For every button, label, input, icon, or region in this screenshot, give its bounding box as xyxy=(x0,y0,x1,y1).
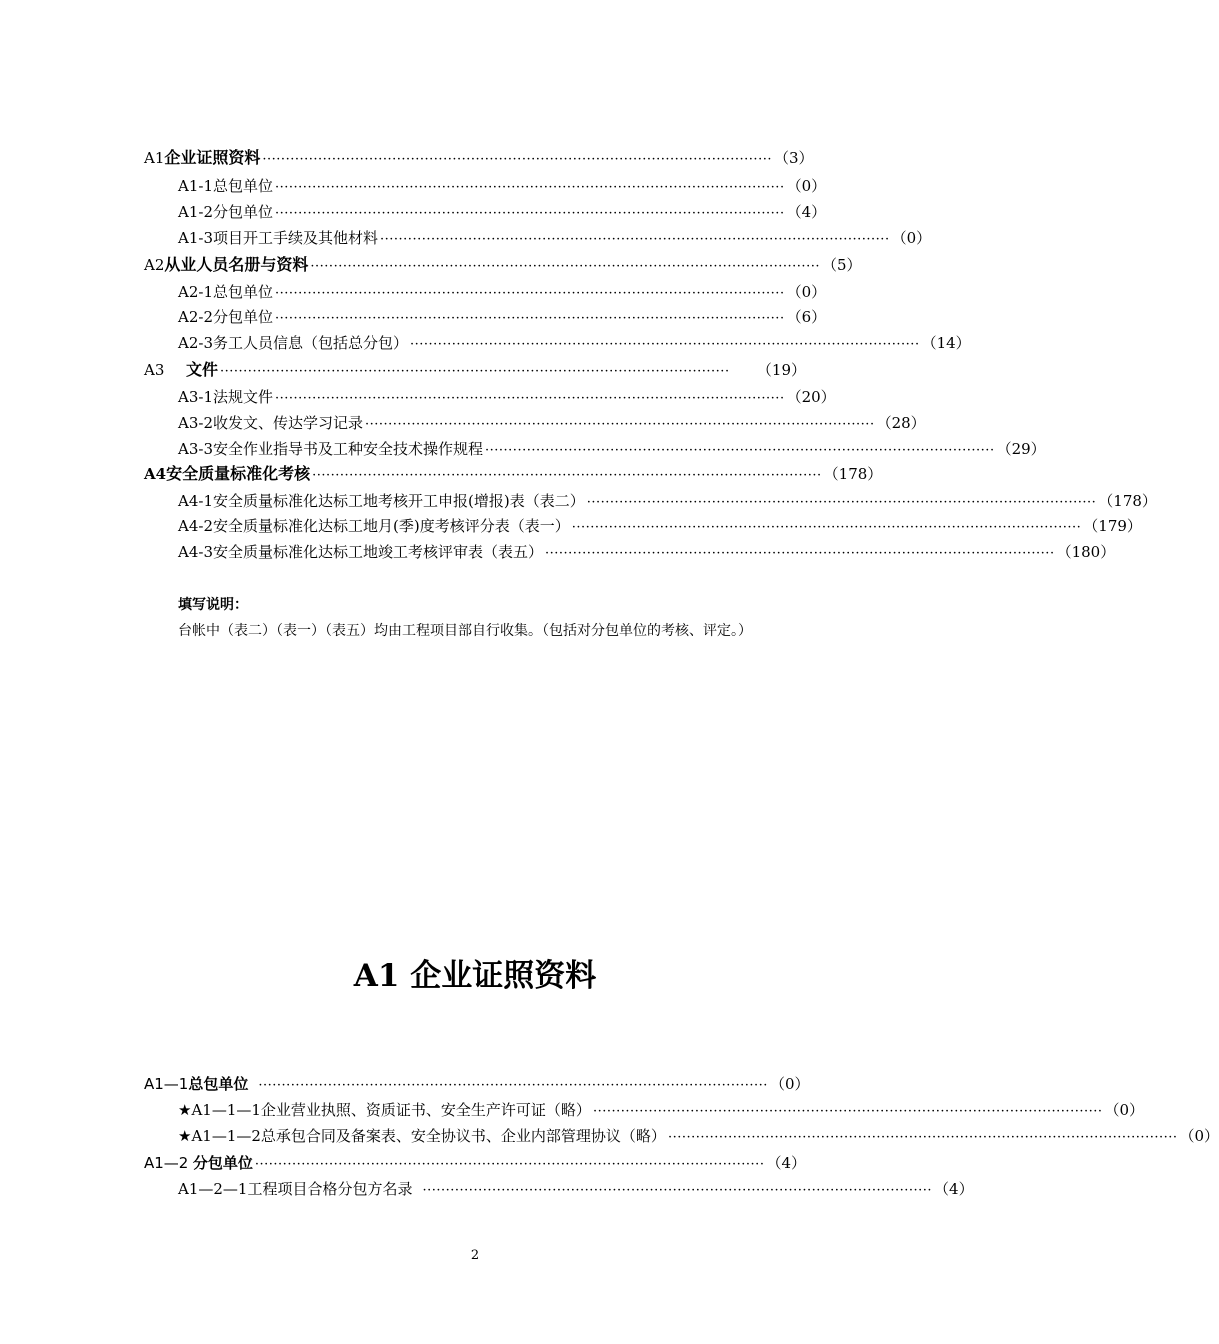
toc-code: A4-1 xyxy=(178,492,213,510)
toc-entry-a1-2[interactable] xyxy=(178,202,827,224)
section-entry-a1-1[interactable] xyxy=(144,1074,810,1096)
section-item-title: 总包单位 xyxy=(188,1075,249,1093)
toc-page: （14） xyxy=(921,334,971,352)
toc-title: 安全质量标准化考核 xyxy=(166,464,311,483)
toc-entry-a3-1[interactable] xyxy=(178,387,836,409)
toc-title: 法规文件 xyxy=(213,388,274,406)
dot-leader: ·············································································································· xyxy=(365,417,875,432)
dot-leader: ·············································································································· xyxy=(485,443,995,458)
toc-code: A3-1 xyxy=(178,388,213,406)
toc-page: （4） xyxy=(786,203,827,221)
toc-page: （178） xyxy=(1098,492,1157,510)
section-item-title: 分包单位 xyxy=(192,1154,253,1172)
toc-entry-a4[interactable] xyxy=(144,464,883,486)
toc-entry-a3-3[interactable] xyxy=(178,439,1046,461)
dot-leader: ·············································································································· xyxy=(275,311,785,326)
dot-leader: ·············································································································· xyxy=(254,1157,765,1172)
toc-entry-a4-3[interactable] xyxy=(178,542,1116,564)
toc-title: 务工人员信息（包括总分包） xyxy=(213,334,409,352)
toc-code: A1-2 xyxy=(178,203,213,221)
dot-leader: ·············································································································· xyxy=(667,1130,1178,1145)
section-item-title: 总承包合同及备案表、安全协议书、企业内部管理协议（略） xyxy=(260,1127,666,1145)
dot-leader: ·············································································································· xyxy=(275,286,785,301)
section-code: ★A1—1—1 xyxy=(178,1101,261,1119)
dot-leader: ·············································································································· xyxy=(422,1183,933,1198)
dot-leader: ·············································································································· xyxy=(586,495,1097,510)
toc-page: （0） xyxy=(786,283,827,301)
toc-code: A2-1 xyxy=(178,283,213,301)
toc-title: 总包单位 xyxy=(213,283,274,301)
toc-page: （29） xyxy=(996,440,1046,458)
toc-page: （0） xyxy=(786,177,827,195)
dot-leader: ·············································································································· xyxy=(258,1078,768,1093)
toc-code: A2-3 xyxy=(178,334,213,352)
dot-leader: ·············································································································· xyxy=(571,520,1082,535)
toc-title: 收发文、传达学习记录 xyxy=(213,414,364,432)
toc-title: 项目开工手续及其他材料 xyxy=(213,229,379,247)
toc-entry-a3-2[interactable] xyxy=(178,413,926,435)
toc-entry-a2[interactable] xyxy=(144,255,862,277)
toc-entry-a2-1[interactable] xyxy=(178,282,827,304)
toc-title: 从业人员名册与资料 xyxy=(164,255,309,274)
toc-title: 安全作业指导书及工种安全技术操作规程 xyxy=(213,440,484,458)
toc-page: （178） xyxy=(823,465,883,483)
dot-leader: ·············································································································· xyxy=(545,546,1055,561)
toc-title: 分包单位 xyxy=(213,308,274,326)
toc-title: 总包单位 xyxy=(213,177,274,195)
toc-code: A2 xyxy=(144,256,165,274)
toc-page: （6） xyxy=(786,308,827,326)
toc-page: （28） xyxy=(876,414,926,432)
section-entry-a1-2[interactable] xyxy=(144,1153,806,1175)
toc-code: A4-3 xyxy=(178,543,213,561)
dot-leader: ·············································································································· xyxy=(312,468,822,483)
toc-page: （5） xyxy=(821,256,862,274)
dot-leader: ·············································································································· xyxy=(275,206,785,221)
toc-page: （19） xyxy=(756,361,806,379)
section-code: A1—1 xyxy=(144,1075,189,1093)
toc-title: 文件 xyxy=(186,360,219,379)
toc-entry-a1-1[interactable] xyxy=(178,176,827,198)
toc-code: A1-3 xyxy=(178,229,213,247)
toc-title: 安全质量标准化达标工地竣工考核评审表（表五） xyxy=(213,543,544,561)
section-page: （0） xyxy=(1179,1127,1219,1145)
toc-entry-a3[interactable] xyxy=(144,360,806,382)
toc-page: （3） xyxy=(773,149,814,167)
notes-heading: 填写说明： xyxy=(178,597,248,613)
dot-leader: ·············································································································· xyxy=(380,232,890,247)
toc-title: 安全质量标准化达标工地考核开工申报(增报)表（表二） xyxy=(213,492,585,510)
section-code: A1—2—1 xyxy=(178,1180,248,1198)
toc-entry-a1-3[interactable] xyxy=(178,228,932,250)
toc-code: A3 xyxy=(144,361,165,379)
section-item-title: 企业营业执照、资质证书、安全生产许可证（略） xyxy=(260,1101,591,1119)
section-item-title: 工程项目合格分包方名录 xyxy=(247,1180,413,1198)
toc-code: A2-2 xyxy=(178,308,213,326)
dot-leader: ·············································································································· xyxy=(220,364,730,379)
section-entry-a1-1-2[interactable] xyxy=(178,1126,1219,1148)
dot-leader: ·············································································································· xyxy=(262,152,772,167)
dot-leader: ·············································································································· xyxy=(410,337,920,352)
toc-page: （20） xyxy=(786,388,836,406)
section-page: （4） xyxy=(766,1154,806,1172)
toc-code: A3-3 xyxy=(178,440,213,458)
dot-leader: ·············································································································· xyxy=(275,180,785,195)
toc-entry-a4-2[interactable] xyxy=(178,516,1142,538)
dot-leader: ·············································································································· xyxy=(275,391,785,406)
notes-body: 台帐中（表二）（表一）（表五）均由工程项目部自行收集。（包括对分包单位的考核、评定。） xyxy=(178,623,752,639)
section-code: A1—2 xyxy=(144,1154,189,1172)
section-title: A1 企业证照资料 xyxy=(353,958,597,994)
section-code: ★A1—1—2 xyxy=(178,1127,261,1145)
toc-title: 分包单位 xyxy=(213,203,274,221)
section-page: （0） xyxy=(1104,1101,1145,1119)
toc-code: A1 xyxy=(144,149,165,167)
page-number: 2 xyxy=(470,1248,480,1263)
dot-leader: ·············································································································· xyxy=(310,259,820,274)
toc-code: A4-2 xyxy=(178,517,213,535)
toc-entry-a4-1[interactable] xyxy=(178,491,1157,513)
toc-title: 企业证照资料 xyxy=(164,148,261,167)
section-page: （4） xyxy=(934,1180,974,1198)
toc-page: （179） xyxy=(1083,517,1142,535)
toc-code: A1-1 xyxy=(178,177,213,195)
dot-leader: ·············································································································· xyxy=(592,1104,1103,1119)
section-page: （0） xyxy=(769,1075,810,1093)
toc-page: （180） xyxy=(1056,543,1116,561)
toc-entry-a2-3[interactable] xyxy=(178,333,971,355)
toc-entry-a1[interactable] xyxy=(144,148,814,170)
section-entry-a1-1-1[interactable] xyxy=(178,1100,1145,1122)
toc-entry-a2-2[interactable] xyxy=(178,307,827,329)
section-entry-a1-2-1[interactable] xyxy=(178,1179,974,1201)
toc-code: A3-2 xyxy=(178,414,213,432)
toc-code: A4 xyxy=(144,465,167,483)
toc-page: （0） xyxy=(891,229,932,247)
toc-title: 安全质量标准化达标工地月(季)度考核评分表（表一） xyxy=(213,517,570,535)
